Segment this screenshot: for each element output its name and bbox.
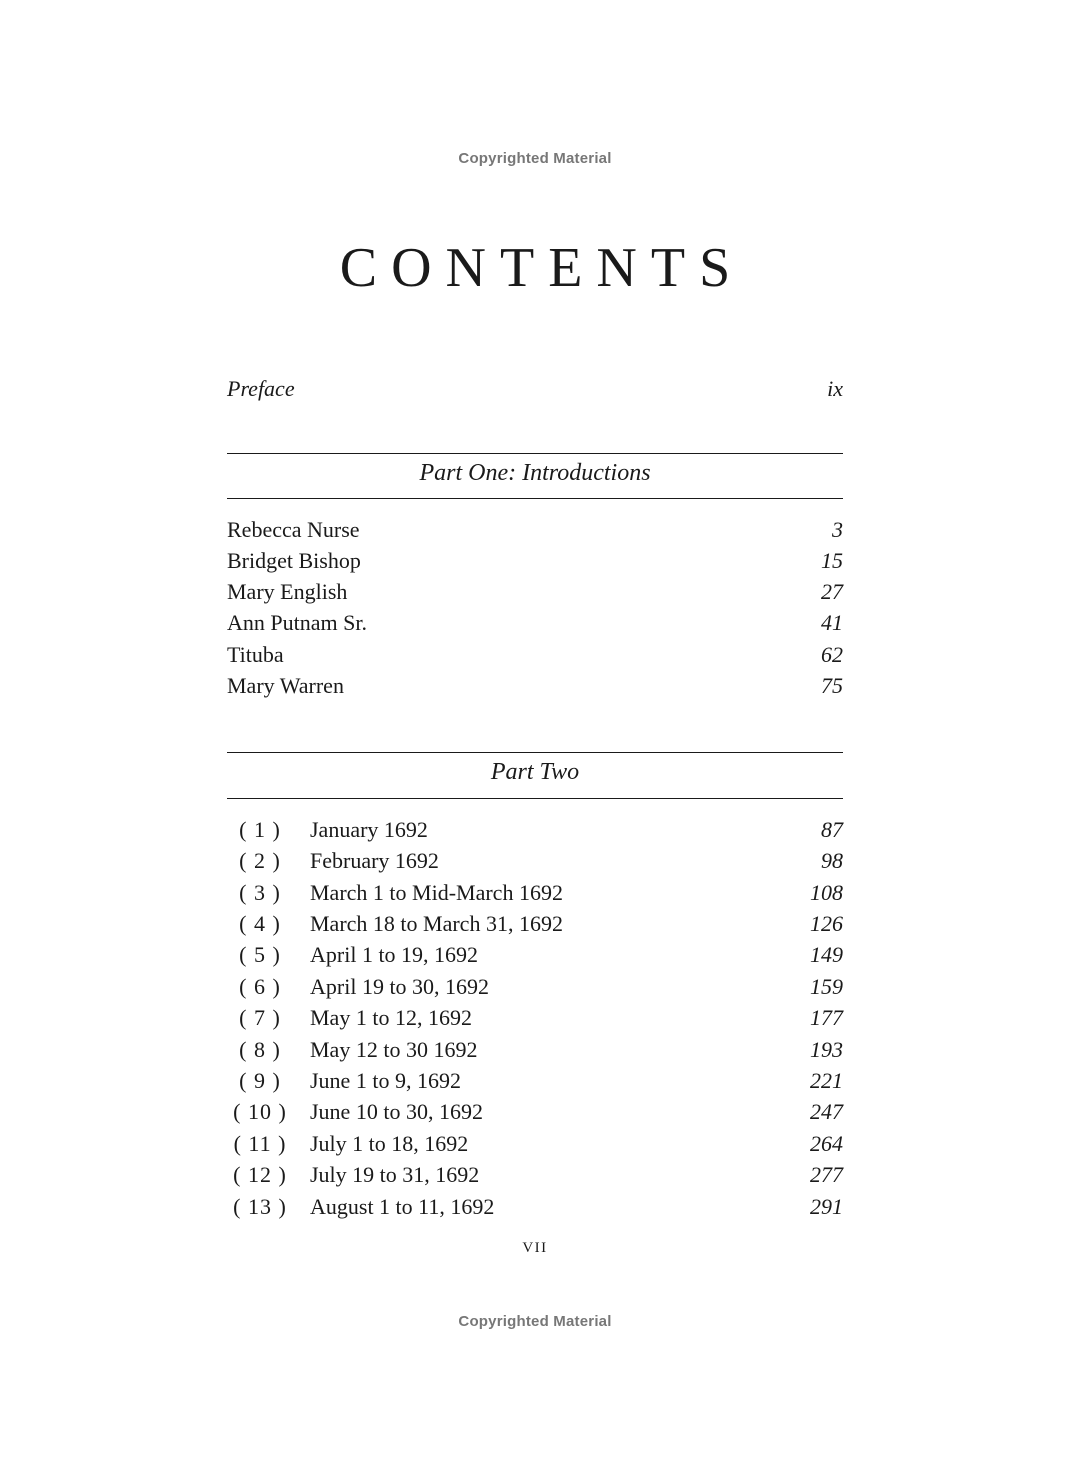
page-title: CONTENTS (339, 237, 745, 299)
toc-entry-page: 41 (821, 610, 843, 635)
toc-entry-page: 27 (821, 579, 843, 604)
chapter-number: ( 2 ) (239, 848, 281, 873)
toc-entry-label: February 1692 (310, 848, 439, 873)
toc-entry-page: 126 (810, 911, 843, 936)
toc-entry-label: Mary Warren (227, 673, 344, 698)
toc-entry-label: March 1 to Mid-March 1692 (310, 880, 563, 905)
toc-entry[interactable] (227, 1131, 843, 1162)
chapter-number: ( 11 ) (233, 1131, 287, 1156)
toc-entry-page: ix (827, 376, 843, 401)
chapter-number: ( 4 ) (239, 911, 281, 936)
toc-entry[interactable] (227, 610, 843, 641)
chapter-number: ( 5 ) (239, 942, 281, 967)
toc-entry-label: Ann Putnam Sr. (227, 610, 367, 635)
toc-entry-preface[interactable] (227, 376, 843, 406)
toc-entry-page: 15 (821, 548, 843, 573)
toc-entry[interactable] (227, 1162, 843, 1193)
toc-entry-page: 221 (810, 1068, 843, 1093)
toc-entry[interactable] (227, 1194, 843, 1225)
toc-entry[interactable] (227, 673, 843, 704)
chapter-number: ( 8 ) (239, 1037, 281, 1062)
toc-entry-page: 75 (821, 673, 843, 698)
toc-entry[interactable] (227, 517, 843, 548)
toc-entry-page: 264 (810, 1131, 843, 1156)
toc-entry[interactable] (227, 942, 843, 973)
toc-entry[interactable] (227, 579, 843, 610)
toc-entry[interactable] (227, 974, 843, 1005)
toc-entry-page: 3 (832, 517, 843, 542)
chapter-number: ( 10 ) (233, 1099, 287, 1124)
toc-entry-label: July 19 to 31, 1692 (310, 1162, 480, 1187)
copyright-watermark-bottom: Copyrighted Material (458, 1313, 612, 1330)
toc-entry-page: 291 (810, 1194, 843, 1219)
divider-rule (227, 498, 843, 499)
toc-entry-page: 149 (810, 942, 843, 967)
toc-entry-label: April 1 to 19, 1692 (310, 942, 479, 967)
copyright-watermark-top: Copyrighted Material (458, 150, 612, 167)
toc-entry[interactable] (227, 817, 843, 848)
chapter-number: ( 9 ) (239, 1068, 281, 1093)
toc-entry-label: July 1 to 18, 1692 (310, 1131, 469, 1156)
toc-entry-page: 62 (821, 642, 843, 667)
part-two-heading: Part Two (490, 759, 580, 785)
toc-entry[interactable] (227, 1099, 843, 1130)
page-number: VII (522, 1240, 548, 1256)
toc-entry-label: May 1 to 12, 1692 (310, 1005, 472, 1030)
chapter-number: ( 12 ) (233, 1162, 287, 1187)
toc-entry-label: June 1 to 9, 1692 (310, 1068, 461, 1093)
toc-entry-page: 177 (810, 1005, 843, 1030)
toc-entry-page: 247 (810, 1099, 843, 1124)
toc-entry-label: January 1692 (310, 817, 428, 842)
toc-entry-page: 98 (821, 848, 843, 873)
toc-entry-page: 108 (810, 880, 843, 905)
chapter-number: ( 6 ) (239, 974, 281, 999)
toc-entry-label: June 10 to 30, 1692 (310, 1099, 483, 1124)
toc-entry-label: April 19 to 30, 1692 (310, 974, 490, 999)
toc-entry-page: 193 (810, 1037, 843, 1062)
toc-entry-page: 277 (810, 1162, 843, 1187)
chapter-number: ( 13 ) (233, 1194, 287, 1219)
toc-entry-label: Tituba (227, 642, 284, 667)
toc-entry[interactable] (227, 1068, 843, 1099)
toc-entry-label: Mary English (227, 579, 348, 604)
toc-entry[interactable] (227, 1037, 843, 1068)
chapter-number: ( 7 ) (239, 1005, 281, 1030)
toc-entry[interactable] (227, 880, 843, 911)
toc-entry-label: Preface (227, 376, 295, 401)
toc-entry[interactable] (227, 548, 843, 579)
divider-rule (227, 453, 843, 454)
divider-rule (227, 752, 843, 753)
chapter-number: ( 3 ) (239, 880, 281, 905)
toc-entry[interactable] (227, 1005, 843, 1036)
part-one-heading: Part One: Introductions (419, 460, 651, 486)
toc-entry-label: Rebecca Nurse (227, 517, 360, 542)
toc-entry[interactable] (227, 642, 843, 673)
chapter-number: ( 1 ) (239, 817, 281, 842)
toc-entry[interactable] (227, 911, 843, 942)
toc-entry-page: 87 (821, 817, 843, 842)
toc-entry-label: May 12 to 30 1692 (310, 1037, 478, 1062)
toc-entry-page: 159 (810, 974, 843, 999)
toc-entry-label: August 1 to 11, 1692 (310, 1194, 495, 1219)
toc-entry[interactable] (227, 848, 843, 879)
toc-entry-label: March 18 to March 31, 1692 (310, 911, 563, 936)
divider-rule (227, 798, 843, 799)
toc-entry-label: Bridget Bishop (227, 548, 361, 573)
